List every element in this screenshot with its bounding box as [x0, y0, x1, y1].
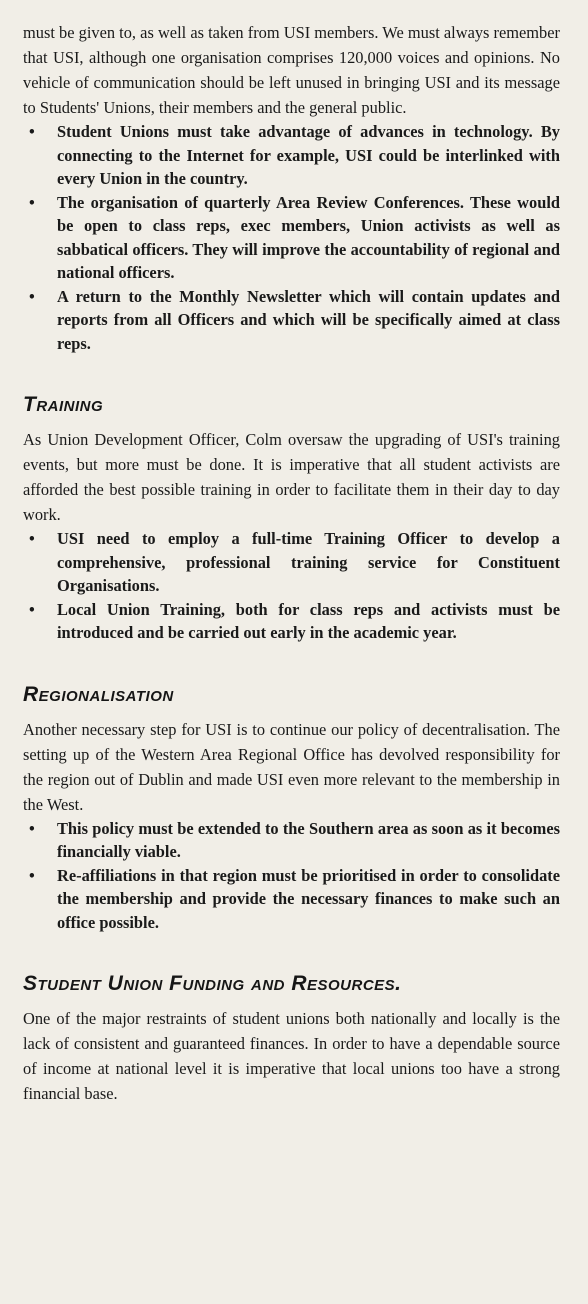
bullet-item	[29, 285, 560, 356]
bullet-text: Re-affiliations in that region must be prioritised in order to consolidate the membership and provide the necessary finances to make such an office possible.	[57, 865, 560, 932]
bullet-icon: •	[29, 865, 35, 885]
bullet-item	[29, 527, 560, 598]
bullet-text: A return to the Monthly Newsletter which will contain updates and reports from all Officers and which will be specifically aimed at class reps.	[57, 286, 560, 353]
training-bullet-list	[29, 527, 560, 645]
bullet-item	[29, 120, 560, 191]
regionalisation-heading: Regionalisation	[23, 682, 174, 706]
bullet-item	[29, 864, 560, 935]
bullet-item	[29, 598, 560, 645]
funding-heading: Student Union Funding and Resources.	[23, 972, 402, 995]
funding-paragraph: One of the major restraints of student unions both nationally and locally is the lack of consistent and guaranteed finances. In order to have a dependable source of income at national level it is imperative that local unions too have a strong financial base.	[23, 1009, 560, 1103]
training-heading: Training	[23, 393, 104, 416]
bullet-icon: •	[29, 599, 35, 619]
bullet-icon: •	[29, 529, 35, 548]
bullet-icon: •	[29, 818, 35, 838]
bullet-text: Local Union Training, both for class reps and activists must be introduced and be carried out early in the academic year.	[57, 599, 560, 642]
bullet-item	[29, 191, 560, 285]
funding-section	[23, 972, 560, 1106]
intro-paragraph: must be given to, as well as taken from USI members. We must always remember that USI, although one organisation comprises 120,000 voices and opinions. No vehicle of communication should be left unused in bringing USI and its message to Students' Unions, their members and the general public.	[23, 23, 560, 117]
intro-bullet-list	[29, 120, 560, 355]
training-paragraph: As Union Development Officer, Colm oversaw the upgrading of USI's training events, but more must be done. It is imperative that all student activists are afforded the best possible training in order to facilitate them in their day to day work.	[23, 430, 560, 524]
bullet-icon: •	[29, 286, 35, 306]
training-section	[23, 393, 560, 645]
regionalisation-section	[23, 683, 560, 935]
bullet-text: The organisation of quarterly Area Review Conferences. These would be open to class reps, exec members, Union activists as well as sabbatical officers. They will improve the accountability of regional and national officers.	[57, 192, 560, 282]
bullet-item	[29, 817, 560, 864]
bullet-text: USI need to employ a full-time Training Officer to develop a comprehensive, professional training service for Constituent Organisations.	[57, 529, 560, 595]
bullet-text: This policy must be extended to the Southern area as soon as it becomes financially viable.	[57, 818, 560, 861]
regionalisation-bullet-list	[29, 817, 560, 935]
bullet-icon: •	[29, 192, 35, 212]
bullet-text: Student Unions must take advantage of advances in technology. By connecting to the Internet for example, USI could be interlinked with every Union in the country.	[57, 122, 560, 188]
regionalisation-paragraph: Another necessary step for USI is to continue our policy of decentralisation. The setting up of the Western Area Regional Office has devolved responsibility for the region out of Dublin and made USI even more relevant to the membership in the West.	[23, 719, 560, 814]
intro-section	[23, 20, 560, 355]
bullet-icon: •	[29, 122, 35, 141]
